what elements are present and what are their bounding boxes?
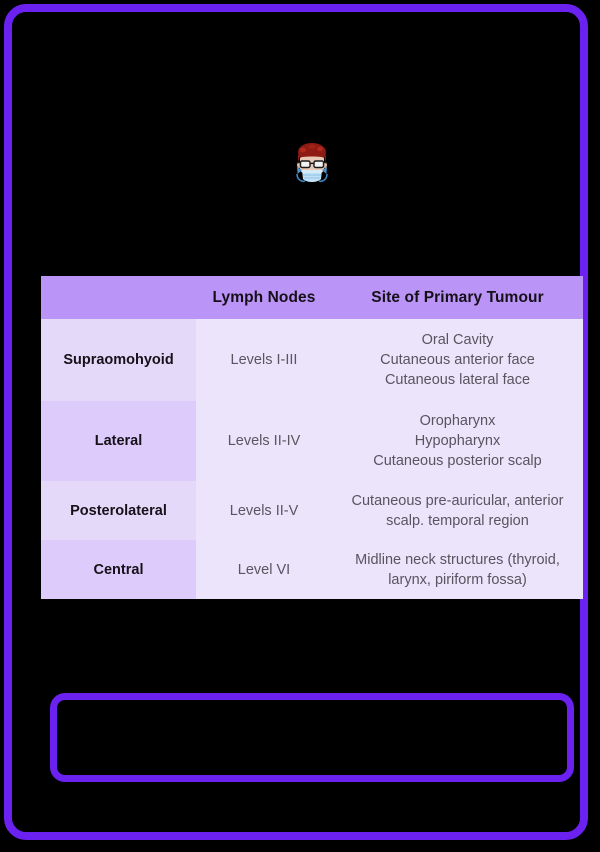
table-body xyxy=(41,319,583,599)
site-line: Cutaneous pre-auricular, anterior xyxy=(351,492,564,509)
cell-site-lateral xyxy=(332,401,583,481)
table-header-row xyxy=(41,276,583,319)
cell-region-posterolateral: Posterolateral xyxy=(41,481,196,540)
cell-site-posterolateral xyxy=(332,481,583,540)
slide-frame xyxy=(4,4,588,840)
avatar xyxy=(293,140,331,186)
column-header-site-of-primary-tumour: Site of Primary Tumour xyxy=(332,276,583,319)
cell-nodes-central: Level VI xyxy=(196,540,332,599)
column-header-region xyxy=(41,276,196,319)
column-header-lymph-nodes: Lymph Nodes xyxy=(196,276,332,319)
cell-region-supraomohyoid: Supraomohyoid xyxy=(41,319,196,401)
cell-site-central xyxy=(332,540,583,599)
bottom-text-box xyxy=(50,693,574,782)
site-line: Cutaneous anterior face xyxy=(380,352,535,368)
site-line: Oral Cavity xyxy=(421,332,494,348)
site-line: Cutaneous lateral face xyxy=(384,372,531,388)
table-row xyxy=(41,540,583,599)
site-line: Hypopharynx xyxy=(414,433,501,449)
avatar-container xyxy=(12,134,600,192)
site-line: Cutaneous posterior scalp xyxy=(373,453,542,469)
cell-region-central: Central xyxy=(41,540,196,599)
cell-nodes-supraomohyoid: Levels I-III xyxy=(196,319,332,401)
site-line: scalp. temporal region xyxy=(386,512,529,529)
cell-nodes-lateral: Levels II-IV xyxy=(196,401,332,481)
site-line: Midline neck structures (thyroid, xyxy=(355,551,560,568)
table-header xyxy=(41,276,583,319)
table-row xyxy=(41,319,583,401)
neck-dissection-table xyxy=(41,276,583,599)
site-line: larynx, piriform fossa) xyxy=(388,571,527,588)
avatar-doctor-face-mask-icon xyxy=(293,140,331,186)
cell-site-supraomohyoid xyxy=(332,319,583,401)
table-row xyxy=(41,401,583,481)
table-row xyxy=(41,481,583,540)
cell-nodes-posterolateral: Levels II-V xyxy=(196,481,332,540)
cell-region-lateral: Lateral xyxy=(41,401,196,481)
site-line: Oropharynx xyxy=(419,413,496,429)
